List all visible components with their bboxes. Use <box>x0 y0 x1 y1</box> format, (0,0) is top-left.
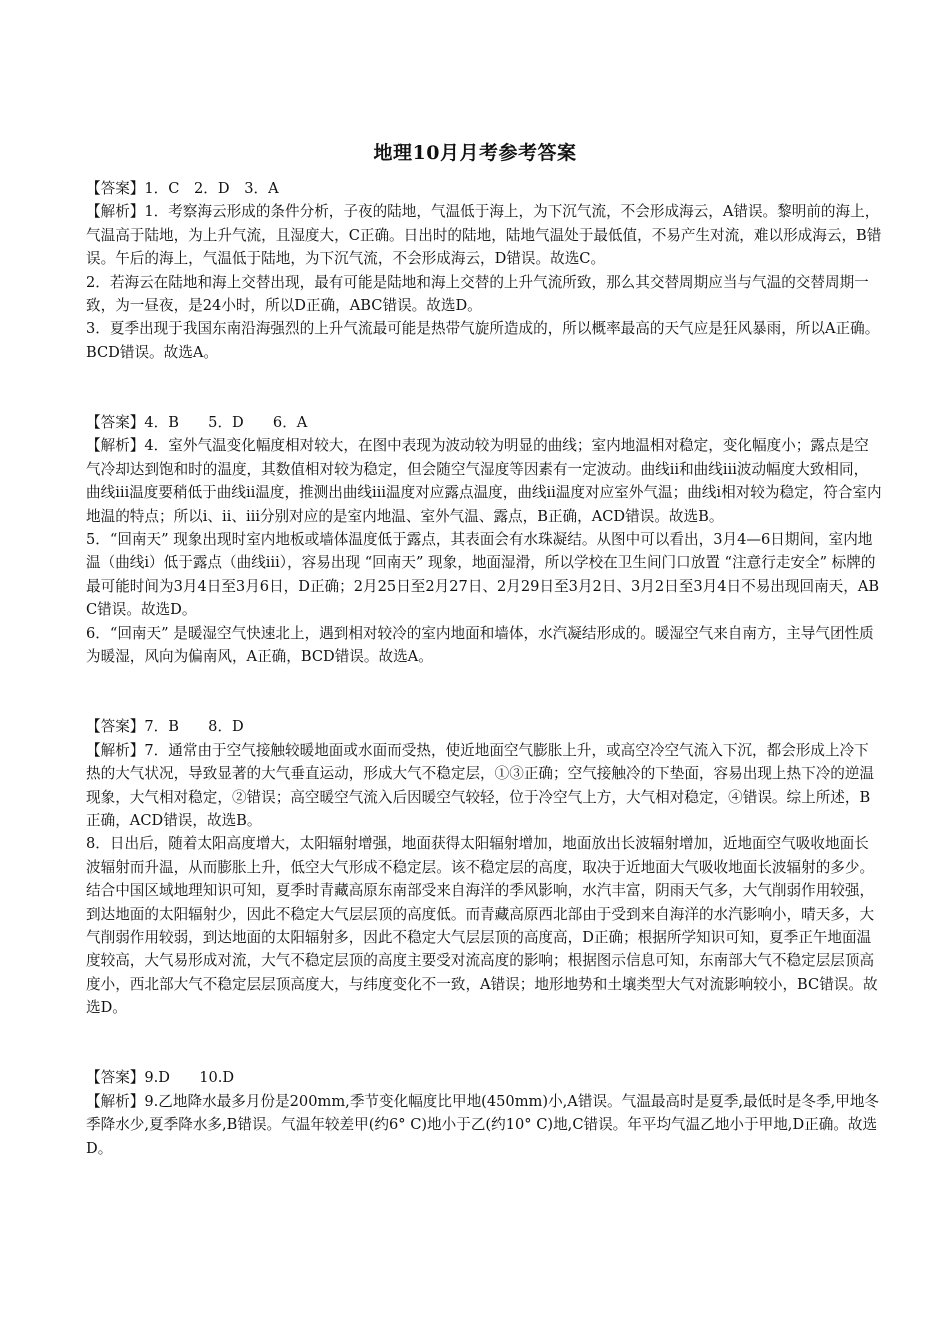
analysis-paragraph: 2．若海云在陆地和海上交替出现，最有可能是陆地和海上交替的上升气流所致，那么其交替周期应当与气温的交替周期一致，为一昼夜，是24小时，所以D正确，ABC错误。故选D。 <box>86 273 869 315</box>
analysis-paragraph: 5．“回南天” 现象出现时室内地板或墙体温度低于露点，其表面会有水珠凝结。从图中可以看出，3月4—6日期间，室内地温（曲线ⅰ）低于露点（曲线ⅲ），容易出现 “回南天” 现象，地面湿滑，所以学校在卫生间门口放置 “注意行走安全” 标牌的最可能时间为3月4日至3月6日，D正确；2月25日至2月27日、2月29日至3月2日、3月2日至3月4日不易出现回南天，ABC错误。故选D。 <box>86 531 880 619</box>
answer-line: 【答案】4．B 5．D 6．A <box>86 414 308 432</box>
analysis-paragraph: 8．日出后，随着太阳高度增大，太阳辐射增强，地面获得太阳辐射增加，地面放出长波辐射增加，近地面空气吸收地面长波辐射而升温，从而膨胀上升，低空大气形成不稳定层。该不稳定层的高度，取决于近地面大气吸收地面长波辐射的多少。结合中国区域地理知识可知，夏季时青藏高原东南部受来自海洋的季风影响，水汽丰富，阴雨天气多，大气削弱作用较强，到达地面的太阳辐射少，因此不稳定大气层层顶的高度低。而青藏高原西北部由于受到来自海洋的水汽影响小，晴天多，大气削弱作用较弱，到达地面的太阳辐射多，因此不稳定大气层层顶的高度高，D正确；根据所学知识可知，夏季正午地面温度较高，大气易形成对流，大气不稳定层顶的高度主要受对流高度的影响；根据图示信息可知，东南部大气不稳定层层顶高度小，西北部大气不稳定层层顶高度大，与纬度变化不一致，A错误；地形地势和土壤类型大气对流影响较小，BC错误。故选D。 <box>86 835 878 1017</box>
answer-section <box>86 715 882 1019</box>
answer-line: 【答案】1．C 2．D 3．A <box>86 180 279 197</box>
answer-line: 【答案】9.D 10.D <box>86 1069 235 1087</box>
page-title: 地理10月月考参考答案 <box>373 142 577 164</box>
answer-section <box>86 177 882 364</box>
analysis-paragraph: 【解析】4．室外气温变化幅度相对较大，在图中表现为波动较为明显的曲线；室内地温相对稳定，变化幅度小；露点是空气冷却达到饱和时的温度，其数值相对较为稳定，但会随空气湿度等因素有一定波动。曲线ⅱ和曲线ⅲ波动幅度大致相同，曲线ⅲ温度要稍低于曲线ⅱ温度，推测出曲线ⅲ温度对应露点温度，曲线ⅱ温度对应室外气温；曲线ⅰ相对较为稳定，符合室内地温的特点；所以ⅰ、ⅱ、ⅲ分别对应的是室内地温、室外气温、露点，B正确，ACD错误。故选B。 <box>86 437 882 525</box>
analysis-paragraph: 【解析】1．考察海云形成的条件分析，子夜的陆地，气温低于海上，为下沉气流，不会形成海云，A错误。黎明前的海上，气温高于陆地，为上升气流，且湿度大，C正确。日出时的陆地，陆地气温处于最低值，不易产生对流，难以形成海云，B错误。午后的海上，气温低于陆地，为下沉气流，不会形成海云，D错误。故选C。 <box>86 203 882 268</box>
answer-line: 【答案】7．B 8．D <box>86 718 244 736</box>
analysis-paragraph: 6．“回南天” 是暖湿空气快速北上，遇到相对较冷的室内地面和墙体，水汽凝结形成的。暖湿空气来自南方，主导气团性质为暖湿，风向为偏南风，A正确，BCD错误。故选A。 <box>86 624 874 666</box>
answer-section <box>86 1066 882 1160</box>
analysis-paragraph: 【解析】9.乙地降水最多月份是200mm,季节变化幅度比甲地(450mm)小,A错误。气温最高时是夏季,最低时是冬季,甲地冬季降水少,夏季降水多,B错误。气温年较差甲(约6° C)地小于乙(约10° C)地,C错误。年平均气温乙地小于甲地,D正确。故选D。 <box>86 1092 880 1157</box>
answer-section <box>86 411 882 668</box>
answer-content <box>86 177 882 1160</box>
analysis-paragraph: 3．夏季出现于我国东南沿海强烈的上升气流最可能是热带气旋所造成的，所以概率最高的天气应是狂风暴雨，所以A正确。BCD错误。故选A。 <box>86 320 880 361</box>
analysis-paragraph: 【解析】7．通常由于空气接触较暖地面或水面而受热，使近地面空气膨胀上升，或高空冷空气流入下沉，都会形成上冷下热的大气状况，导致显著的大气垂直运动，形成大气不稳定层，①③正确；空气接触冷的下垫面，容易出现上热下冷的逆温现象，大气相对稳定，②错误；高空暖空气流入后因暖空气较轻，位于冷空气上方，大气相对稳定，④错误。综上所述，B正确，ACD错误，故选B。 <box>86 741 875 829</box>
